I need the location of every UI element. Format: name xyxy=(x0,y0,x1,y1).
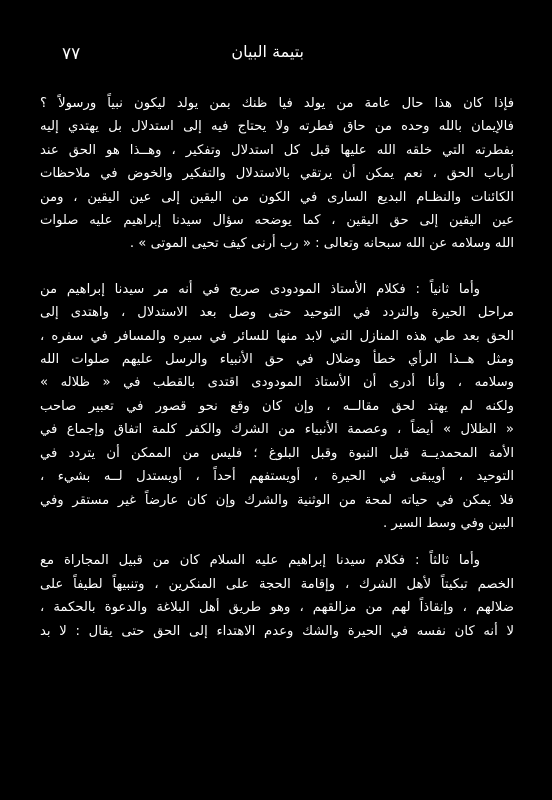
text-line: فالإيمان بالله وحده من حاق فطرته ولا يحتاج فيه إلى استدلال بل يهتدي إليه xyxy=(40,119,514,135)
text-line: الكائنات والنظـام البديع السارى في الكون من اليقين إلى عين اليقين ، ومن xyxy=(40,189,514,205)
text-line: عين اليقين إلى حق اليقين ، كما يوضحه سؤال سيدنا إبراهيم عليه صلوات xyxy=(40,213,514,229)
text-line: وأما ثالثاً : فكلام سيدنا إبراهيم عليه السلام كان من قبيل المجاراة مع xyxy=(40,553,480,569)
page-number: ٧٧ xyxy=(62,44,81,64)
paragraph-2 xyxy=(40,278,514,535)
text-line: ومثل هــذا الرأي خطأ وضلال في حق الأنبياء والرسل عليهم صلوات الله xyxy=(40,352,514,368)
text-line: ولكنه لم يهتد لحق مقالــه ، وإن كان وقع نحو قصور في تعبير صاحب xyxy=(40,398,514,414)
paragraph-3 xyxy=(40,549,514,643)
text-line: « الظلال » أيضاً ، وعصمة الأنبياء من الشرك والكفر كلمة اتفاق وإجماع في xyxy=(40,422,514,438)
text-line: الخصم تبكيتاً لأهل الشرك ، وإقامة الحجة على المنكرين ، وتنبيهاً لطيفاً على xyxy=(40,576,514,592)
text-line: أرباب الحق ، نعم يمكن أن يرتقي بالاستدلال والتفكير والخوض في ملاحظات xyxy=(40,166,514,182)
text-line: مراحل الحيرة والتردد في التوحيد حتى وصل بعد الاستدلال ، واهتدى إلى xyxy=(40,305,514,321)
text-line: الحق بعد طي هذه المنازل التي لابد منها للسائر في سيره والمسافر في سفره ، xyxy=(40,328,514,344)
text-line: فإذا كان هذا حال عامة من يولد فيا ظنك بمن يولد ليكون نبياً ورسولاً ؟ xyxy=(40,96,514,111)
text-line: البين وفي وسط السير . xyxy=(383,515,514,531)
text-line: لا أنه كان نفسه في الحيرة والشك وعدم الاهتداء إلى الحق حتى يقال : لا بد xyxy=(40,623,514,639)
body-text xyxy=(40,92,514,643)
paragraph-1 xyxy=(40,92,514,256)
text-line: وأما ثانياً : فكلام الأستاذ المودودى صريح في أنه مر سيدنا إبراهيم من xyxy=(40,281,480,297)
text-line: ضلالهم ، وإنقاذاً لهم من مزالقهم ، وهو طريق أهل البلاغة والدعوة بالحكمة ، xyxy=(40,600,514,616)
text-line: بفطرته التي خلقه الله عليها قبل كل استدلال وتفكير ، وهــذا هو الحق عند xyxy=(40,142,514,158)
running-title: بتيمة البيان xyxy=(231,42,304,61)
text-line: الله وسلامه عن الله سبحانه وتعالى : « رب أرنى كيف تحيى الموتى » . xyxy=(129,236,514,252)
text-line: وسلامه ، وأنا أدرى أن الأستاذ المودودى اقتدى بالقطب في « ظلاله » xyxy=(40,375,514,391)
text-line: الأمة المحمديــة قبل النبوة وقبل البلوغ ؛ فليس من الممكن أن يتردد في xyxy=(40,445,514,461)
text-line: التوحيد ، أويبقى في الحيرة ، أويستفهم أحداً ، أويستدل لــه بشيء ، xyxy=(40,469,514,485)
text-line: فلا يمكن في حياته لمحة من الوثنية والشرك وإن كان عارضاً غير مستقر وفي xyxy=(40,492,514,508)
